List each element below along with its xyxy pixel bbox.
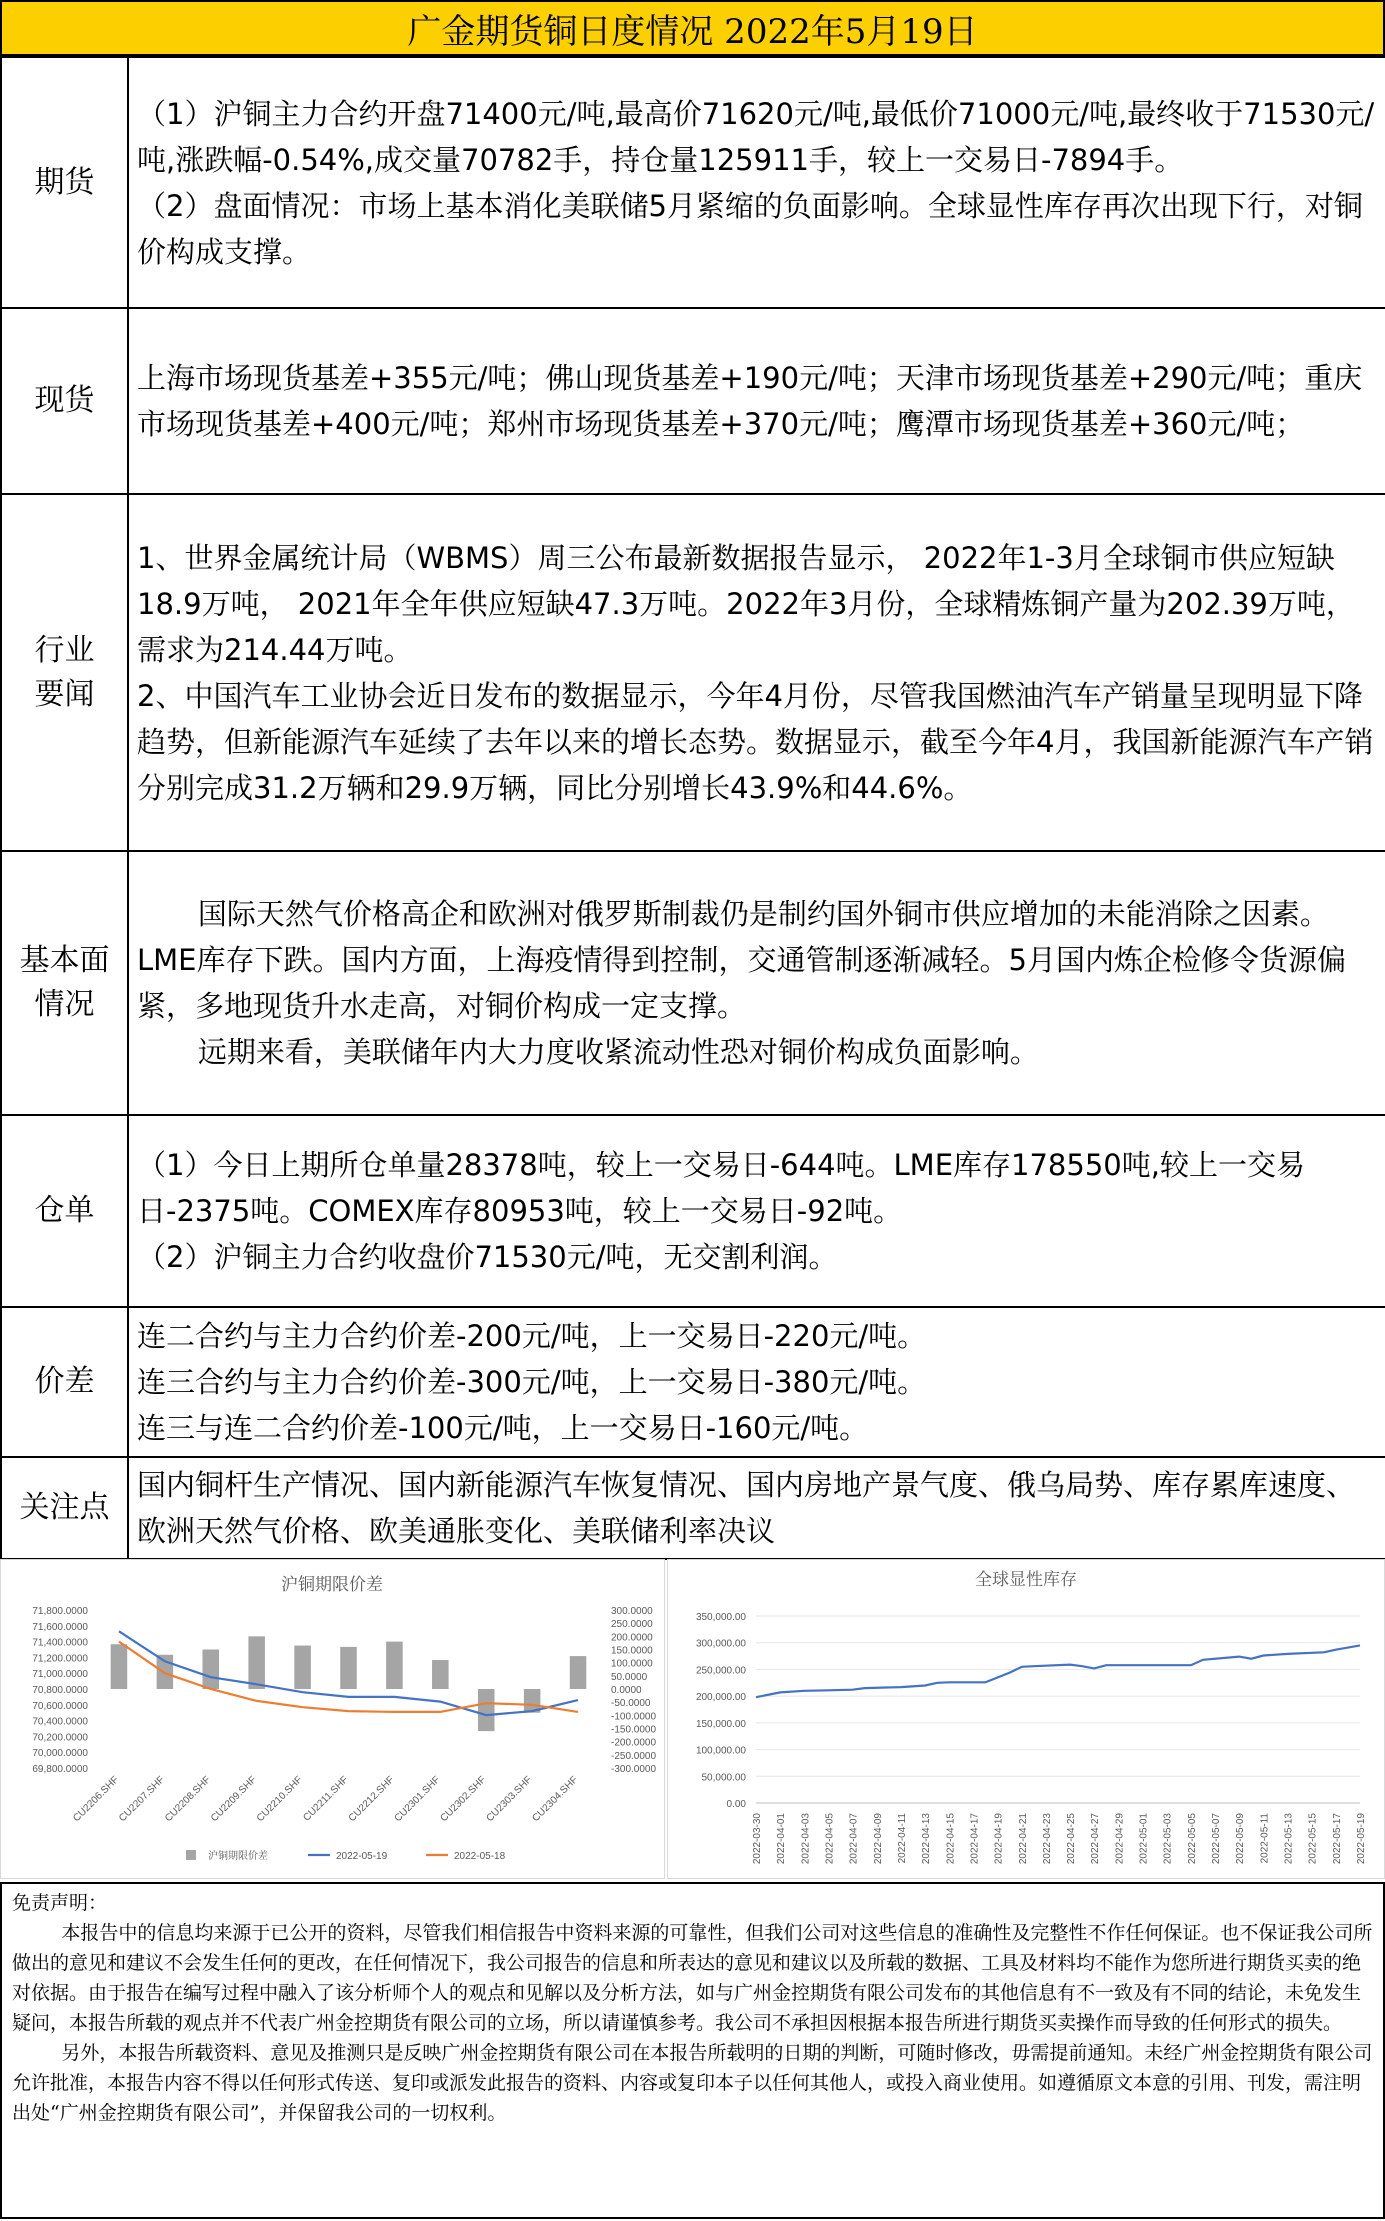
category-tick-label: CU2206.SHF	[71, 1774, 122, 1825]
row-spot	[1, 308, 1385, 494]
spread-bar	[570, 1656, 587, 1689]
category-tick-label: CU2209.SHF	[208, 1774, 259, 1825]
left-axis-tick-label: 71,400.0000	[32, 1637, 88, 1649]
x-axis-tick-label: 2022-05-05	[1186, 1813, 1198, 1865]
x-axis-tick-label: 2022-05-15	[1307, 1813, 1319, 1865]
right-axis-tick-label: 200.0000	[611, 1632, 653, 1644]
report-title: 广金期货铜日度情况 2022年5月19日	[407, 11, 978, 52]
x-axis-tick-label: 2022-05-13	[1283, 1813, 1295, 1865]
y-axis-tick-label: 200,000.00	[695, 1692, 746, 1704]
x-axis-tick-label: 2022-04-25	[1066, 1813, 1078, 1865]
x-axis-tick-label: 2022-05-09	[1235, 1813, 1247, 1865]
disclaimer-paragraph: 本报告中的信息均来源于已公开的资料，尽管我们相信报告中资料来源的可靠性，但我们公司对这些信息的准确性及完整性不作任何保证。也不保证我公司所做出的意见和建议不会发生任何的更改，在任何情况下，我公司报告的信息和所表达的意见和建议以及所载的数据、工具及材料均不能作为您所进行期货买卖的绝对依据。由于报告在编写过程中融入了该分析师个人的观点和见解以及分析方法，如与广州金控期货有限公司发布的其他信息有不一致及有不同的结论，未免发生疑问，本报告所载的观点并不代表广州金控期货有限公司的立场，所以请谨慎参考。我公司不承担因根据本报告所进行期货买卖操作而导致的任何形式的损失。	[12, 1922, 1373, 2034]
x-axis-tick-label: 2022-04-13	[921, 1813, 933, 1865]
spread-line-3: 连三与连二合约价差-100元/吨，上一交易日-160元/吨。	[137, 1411, 869, 1445]
row-label-spot	[1, 308, 128, 494]
spread-bar	[340, 1647, 357, 1689]
row-warehouse	[1, 1115, 1385, 1307]
left-axis-tick-label: 70,400.0000	[32, 1716, 88, 1728]
left-axis-tick-label: 70,800.0000	[32, 1685, 88, 1696]
row-label-text: 价差	[34, 1364, 95, 1399]
right-axis-tick-label: 0.0000	[611, 1685, 642, 1696]
x-axis-tick-label: 2022-04-11	[896, 1813, 908, 1864]
focus-line-1: 国内铜杆生产情况、国内新能源汽车恢复情况、国内房地产景气度、俄乌局势、库存累库速度、欧洲天然气价格、欧美通胀变化、美联储利率决议	[137, 1468, 1356, 1548]
x-axis-tick-label: 2022-05-07	[1211, 1813, 1223, 1865]
row-content-spread	[128, 1307, 1385, 1457]
fundamentals-line-2: 远期来看，美联储年内大力度收紧流动性恐对铜价构成负面影响。	[197, 1035, 1039, 1069]
x-axis-tick-label: 2022-05-01	[1138, 1813, 1150, 1865]
row-label-text: 现货	[34, 383, 95, 418]
chart-title: 沪铜期限价差	[281, 1575, 383, 1594]
category-tick-label: CU2302.SHF	[438, 1774, 489, 1825]
left-axis-tick-label: 70,200.0000	[32, 1732, 88, 1744]
x-axis-tick-label: 2022-04-29	[1114, 1813, 1126, 1865]
row-content-spot	[128, 308, 1385, 494]
category-tick-label: CU2210.SHF	[254, 1774, 305, 1825]
x-axis-tick-label: 2022-05-11	[1259, 1813, 1271, 1864]
futures-line-2: （2）盘面情况：市场上基本消化美联储5月紧缩的负面影响。全球显性库存再次出现下行，对铜价构成支撑。	[137, 188, 1363, 269]
left-axis-tick-label: 71,800.0000	[32, 1606, 88, 1617]
left-axis-tick-label: 70,000.0000	[32, 1748, 88, 1760]
news-line-2: 2、中国汽车工业协会近日发布的数据显示，今年4月份，尽管我国燃油汽车产销量呈现明显下降趋势，但新能源汽车延续了去年以来的增长态势。数据显示，截至今年4月，我国新能源汽车产销分别完成31.2万辆和29.9万辆，同比分别增长43.9%和44.6%。	[137, 678, 1374, 805]
left-axis-tick-label: 69,800.0000	[32, 1764, 88, 1775]
x-axis-tick-label: 2022-04-01	[776, 1813, 788, 1865]
disclaimer	[0, 1882, 1385, 2219]
legend-swatch	[186, 1850, 196, 1860]
spot-line-1: 上海市场现货基差+355元/吨；佛山现货基差+190元/吨；天津市场现货基差+290元/吨；重庆市场现货基差+400元/吨；郑州市场现货基差+370元/吨；鹰潭市场现货基差+360元/吨；	[137, 361, 1363, 441]
report-header	[0, 0, 1385, 56]
y-axis-tick-label: 0.00	[726, 1799, 746, 1810]
spread-bar	[432, 1660, 449, 1689]
right-axis-tick-label: 300.0000	[611, 1606, 653, 1617]
spread-bar	[478, 1689, 495, 1731]
category-tick-label: CU2303.SHF	[484, 1774, 535, 1825]
charts-area	[0, 1557, 1385, 1882]
row-spread	[1, 1307, 1385, 1457]
x-axis-tick-label: 2022-04-07	[848, 1813, 860, 1865]
x-axis-tick-label: 2022-05-03	[1162, 1813, 1174, 1865]
futures-line-1: （1）沪铜主力合约开盘71400元/吨,最高价71620元/吨,最低价71000元/吨,最终收于71530元/吨,涨跌幅-0.54%,成交量70782手，持仓量125911手，较上一交易日-7894手。	[137, 96, 1375, 177]
inventory-line	[756, 1645, 1360, 1697]
right-axis-tick-label: -250.0000	[611, 1750, 657, 1762]
row-fundamentals	[1, 851, 1385, 1115]
spread-bar	[386, 1642, 403, 1689]
y-axis-tick-label: 50,000.00	[701, 1772, 746, 1784]
term-spread-chart	[1, 1560, 664, 1878]
legend-label: 2022-05-19	[336, 1851, 388, 1862]
legend-label: 沪铜期限价差	[208, 1851, 268, 1862]
report-table	[0, 56, 1385, 1560]
y-axis-tick-label: 100,000.00	[695, 1745, 746, 1757]
row-label-fundamentals	[1, 851, 128, 1115]
row-label-industry-news	[1, 494, 128, 851]
category-tick-label: CU2207.SHF	[117, 1774, 167, 1825]
row-label-text: 仓单	[34, 1193, 95, 1228]
x-axis-tick-label: 2022-04-05	[824, 1813, 836, 1865]
row-content-fundamentals	[128, 851, 1385, 1115]
y-axis-tick-label: 350,000.00	[695, 1612, 746, 1623]
right-axis-tick-label: 150.0000	[611, 1645, 653, 1657]
row-label-text: 关注点	[19, 1490, 110, 1525]
right-axis-tick-label: 100.0000	[611, 1658, 653, 1670]
x-axis-tick-label: 2022-05-19	[1356, 1813, 1367, 1865]
news-line-1: 1、世界金属统计局（WBMS）周三公布最新数据报告显示， 2022年1-3月全球铜市供应短缺18.9万吨， 2021年全年供应短缺47.3万吨。2022年3月份，全球精炼铜产量为202.39万吨，需求为214.44万吨。	[137, 540, 1355, 667]
disclaimer-paragraph: 另外，本报告所载资料、意见及推测只是反映广州金控期货有限公司在本报告所载明的日期的判断，可随时修改，毋需提前通知。未经广州金控期货有限公司允许批准，本报告内容不得以任何形式传送、复印或派发此报告的资料、内容或复印本子以任何其他人，或投入商业使用。如遵循原文本意的引用、刊发，需注明出处“广州金控期货有限公司”，并保留我公司的一切权利。	[12, 2042, 1373, 2124]
row-label-text: 期货	[34, 164, 95, 200]
spread-bar	[248, 1636, 265, 1689]
chart-title: 全球显性库存	[975, 1570, 1077, 1589]
right-axis-tick-label: -50.0000	[611, 1698, 651, 1710]
spread-line-1: 连二合约与主力合约价差-200元/吨，上一交易日-220元/吨。	[137, 1319, 927, 1353]
spread-bar	[203, 1650, 220, 1690]
x-axis-tick-label: 2022-04-15	[945, 1813, 957, 1865]
row-content-focus	[128, 1457, 1385, 1559]
right-axis-tick-label: 50.0000	[611, 1671, 648, 1683]
fundamentals-line-1: 国际天然气价格高企和欧洲对俄罗斯制裁仍是制约国外铜市供应增加的未能消除之因素。LME库存下跌。国内方面，上海疫情得到控制，交通管制逐渐减轻。5月国内炼企检修令货源偏紧，多地现货升水走高，对铜价构成一定支撑。	[137, 897, 1346, 1023]
spread-bar	[294, 1646, 311, 1689]
left-axis-tick-label: 70,600.0000	[32, 1700, 88, 1712]
x-axis-tick-label: 2022-04-03	[800, 1813, 812, 1865]
category-tick-label: CU2212.SHF	[346, 1774, 397, 1825]
x-axis-tick-label: 2022-04-23	[1041, 1813, 1053, 1865]
category-tick-label: CU2301.SHF	[392, 1774, 443, 1825]
y-axis-tick-label: 300,000.00	[695, 1638, 746, 1650]
row-label-text: 行业要闻	[34, 632, 95, 712]
row-label-warehouse	[1, 1115, 128, 1307]
legend-label: 2022-05-18	[454, 1851, 506, 1862]
inventory-chart-box	[667, 1559, 1385, 1879]
left-axis-tick-label: 71,600.0000	[32, 1621, 88, 1633]
row-content-futures	[128, 57, 1385, 308]
warehouse-line-1: （1）今日上期所仓单量28378吨，较上一交易日-644吨。LME库存178550吨,较上一交易日-2375吨。COMEX库存80953吨，较上一交易日-92吨。	[137, 1148, 1305, 1228]
term-spread-chart-box	[0, 1559, 665, 1879]
x-axis-tick-label: 2022-04-21	[1017, 1813, 1029, 1865]
row-focus	[1, 1457, 1385, 1559]
row-label-spread	[1, 1307, 128, 1457]
row-content-industry-news	[128, 494, 1385, 851]
x-axis-tick-label: 2022-04-27	[1090, 1813, 1102, 1865]
spread-line-2: 连三合约与主力合约价差-300元/吨，上一交易日-380元/吨。	[137, 1365, 927, 1399]
category-tick-label: CU2304.SHF	[530, 1774, 581, 1825]
right-axis-tick-label: -300.0000	[611, 1764, 657, 1775]
x-axis-tick-label: 2022-03-30	[752, 1813, 763, 1865]
category-tick-label: CU2208.SHF	[163, 1774, 213, 1825]
row-industry-news	[1, 494, 1385, 851]
warehouse-line-2: （2）沪铜主力合约收盘价71530元/吨，无交割利润。	[137, 1240, 838, 1274]
row-label-focus	[1, 1457, 128, 1559]
spread-bar	[111, 1644, 128, 1689]
right-axis-tick-label: 250.0000	[611, 1619, 653, 1631]
right-axis-tick-label: -200.0000	[611, 1737, 657, 1749]
inventory-chart	[668, 1560, 1384, 1878]
row-label-text: 基本面情况	[19, 943, 110, 1022]
disclaimer-title: 免责声明：	[12, 1892, 108, 1914]
y-axis-tick-label: 250,000.00	[695, 1665, 746, 1677]
left-axis-tick-label: 71,000.0000	[32, 1669, 88, 1681]
x-axis-tick-label: 2022-05-17	[1331, 1813, 1343, 1865]
x-axis-tick-label: 2022-04-17	[969, 1813, 981, 1865]
left-axis-tick-label: 71,200.0000	[32, 1653, 88, 1665]
right-axis-tick-label: -100.0000	[611, 1711, 657, 1723]
row-label-futures	[1, 57, 128, 308]
row-futures	[1, 57, 1385, 308]
category-tick-label: CU2211.SHF	[301, 1774, 351, 1824]
x-axis-tick-label: 2022-04-09	[872, 1813, 884, 1865]
x-axis-tick-label: 2022-04-19	[993, 1813, 1005, 1865]
right-axis-tick-label: -150.0000	[611, 1724, 657, 1736]
row-content-warehouse	[128, 1115, 1385, 1307]
y-axis-tick-label: 150,000.00	[695, 1718, 746, 1730]
